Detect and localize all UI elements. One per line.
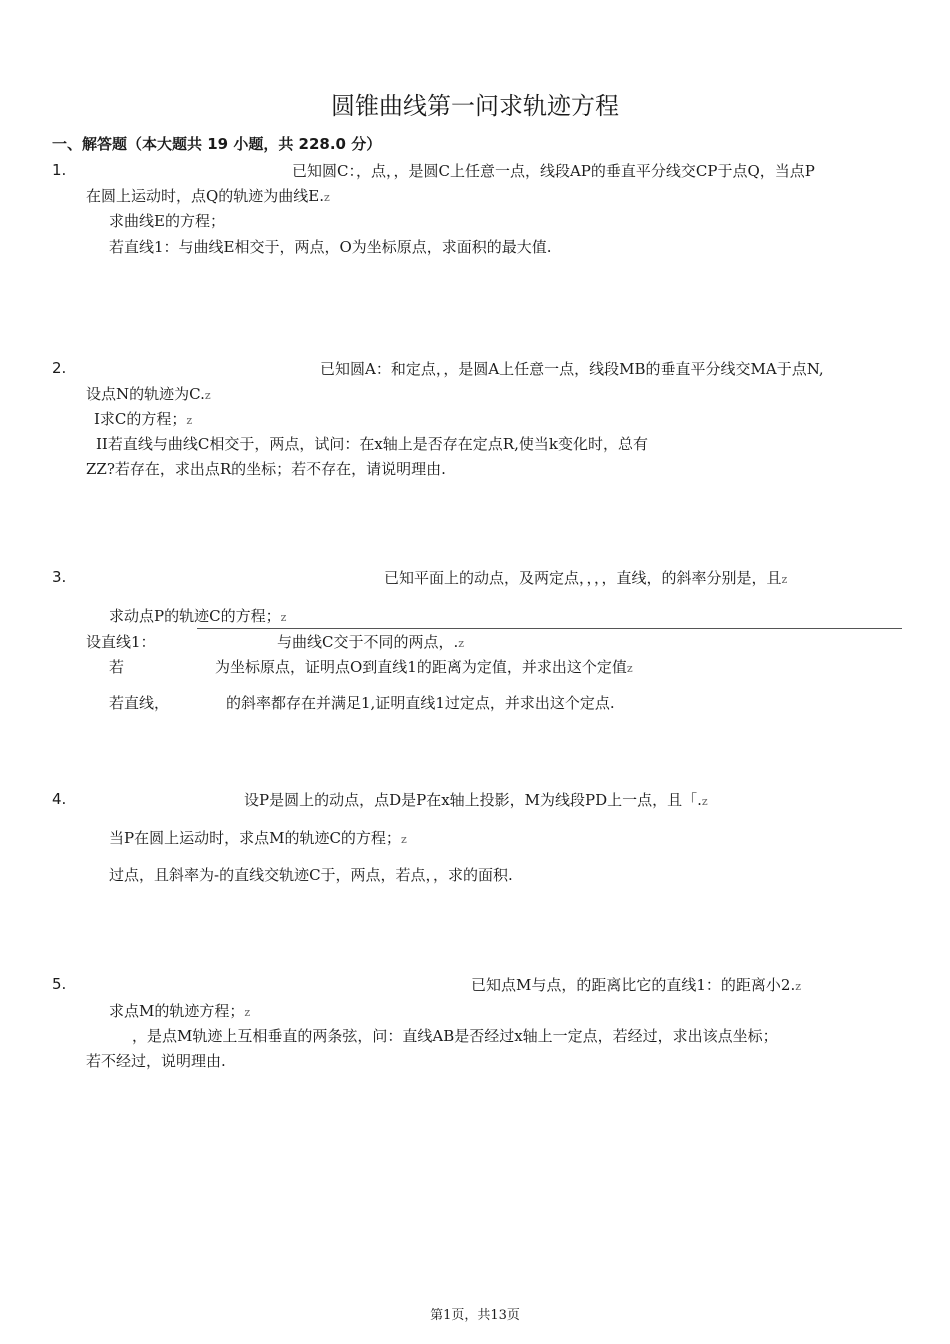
problem-4-number: 4. [52, 790, 67, 808]
problem-2-line-2 [86, 383, 211, 404]
problem-3-line-7: 若直线， [109, 694, 170, 712]
problem-1-line-1: 已知圆C：，点，，是圆C上任意一点，线段AP的垂直平分线交CP于点Q，当点P [292, 162, 815, 180]
problem-4-line-2-text: 当P在圆上运动时，求点M的轨迹C的方程； [109, 829, 401, 847]
problem-3-number: 3. [52, 568, 67, 586]
problem-2-line-2-text: 设点N的轨迹为C. [86, 385, 205, 403]
mark-glyph: z [186, 414, 193, 427]
section-heading: 一、解答题（本大题共 19 小题，共 228.0 分） [52, 135, 382, 153]
problem-3-line-6-text: 为坐标原点，证明点O到直线1的距离为定值，并求出这个定值 [215, 658, 627, 676]
problem-5-number: 5. [52, 975, 67, 993]
mark-glyph: z [701, 795, 708, 808]
document-title: 圆锥曲线第一问求轨迹方程 [331, 92, 619, 120]
problem-1-line-4: 若直线1：与曲线E相交于，两点，O为坐标原点，求面积的最大值. [109, 238, 552, 256]
problem-4-line-1-text: 设P是圆上的动点，点D是P在x轴上投影，M为线段PD上一点，且「. [244, 791, 702, 809]
problem-3-line-5: 若 [109, 658, 125, 676]
problem-2-number: 2. [52, 359, 67, 377]
problem-5-line-2-text: 求点M的轨迹方程； [109, 1002, 245, 1020]
problem-3-line-1 [384, 567, 787, 588]
problem-4-line-1 [244, 789, 708, 810]
problem-2-line-4: II若直线与曲线C相交于，两点，试问：在x轴上是否存在定点R,使当k变化时，总有 [96, 435, 648, 453]
problem-1-line-2 [86, 185, 330, 206]
problem-5-line-1 [471, 974, 801, 995]
problem-2-line-1: 已知圆A：和定点，，是圆A上任意一点，线段MB的垂直平分线交MA于点N, [320, 360, 824, 378]
problem-1-number: 1. [52, 161, 67, 179]
problem-4-line-2 [109, 827, 407, 848]
mark-glyph: z [400, 833, 407, 846]
page-footer: 第1页，共13页 [430, 1308, 520, 1323]
problem-3-line-8: 的斜率都存在并满足1,证明直线1过定点，并求出这个定点. [226, 694, 615, 712]
problem-3-line-4 [277, 631, 464, 652]
problem-3-line-2 [109, 605, 286, 626]
mark-glyph: z [280, 611, 287, 624]
problem-3-line-2-text: 求动点P的轨迹C的方程； [109, 607, 281, 625]
problem-4-line-3: 过点，且斜率为-的直线交轨迹C于，两点，若点，，求的面积. [109, 866, 513, 884]
problem-3-line-3: 设直线1： [86, 633, 156, 651]
mark-glyph: z [458, 637, 465, 650]
problem-3-line-4-text: 与曲线C交于不同的两点，. [277, 633, 459, 651]
problem-5-line-1-text: 已知点M与点，的距离比它的直线1：的距离小2. [471, 976, 796, 994]
mark-glyph: z [204, 389, 211, 402]
problem-1-line-3: 求曲线E的方程； [109, 212, 225, 230]
problem-2-line-3-text: I求C的方程； [94, 410, 187, 428]
problem-3-line-1-text: 已知平面上的动点，及两定点，，，，直线，的斜率分别是，且 [384, 569, 782, 587]
problem-5-line-4: 若不经过，说明理由. [86, 1052, 226, 1070]
mark-glyph: z [324, 191, 330, 204]
problem-2-line-3 [94, 408, 192, 429]
problem-3-line-6 [215, 656, 633, 677]
divider-line [197, 628, 902, 629]
mark-glyph: z [795, 980, 802, 993]
problem-5-line-3: ，是点M轨迹上互相垂直的两条弦，问：直线AB是否经过x轴上一定点，若经过，求出该点坐标； [132, 1027, 778, 1045]
mark-glyph: z [626, 662, 633, 675]
mark-glyph: z [244, 1006, 251, 1019]
problem-5-line-2 [109, 1000, 250, 1021]
mark-glyph: z [781, 573, 788, 586]
problem-1-line-2-text: 在圆上运动时，点Q的轨迹为曲线E. [86, 187, 325, 205]
problem-2-line-5: ZZ?若存在，求出点R的坐标；若不存在，请说明理由. [86, 460, 446, 478]
